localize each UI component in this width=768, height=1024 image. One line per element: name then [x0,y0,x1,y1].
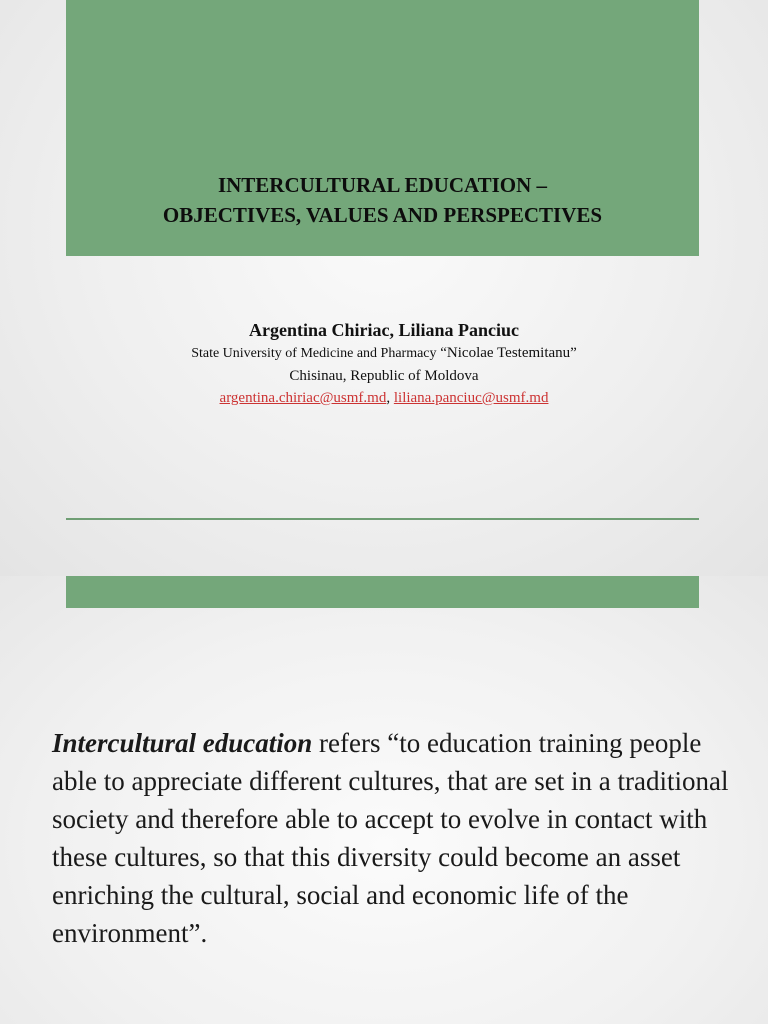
university-name: “Nicolae Testemitanu” [440,345,577,361]
location: Chisinau, Republic of Moldova [289,368,479,384]
author-block [0,318,768,409]
slide-title [66,170,699,230]
email-separator: , [386,390,394,406]
title-line-1: INTERCULTURAL EDUCATION – [217,173,548,197]
university: State University of Medicine and Pharmacy [191,346,437,361]
email-link-chiriac[interactable]: argentina.chiriac@usmf.md [219,390,387,406]
affiliation [0,342,768,365]
divider-line [66,518,699,520]
author-names: Argentina Chiriac, Liliana Panciuc [249,320,519,340]
definition-text: refers “to education training people able to appreciate different cultures, that are set in a traditional society and therefore able to accept to evolve in contact with these cultures, so that this diversity could become an asset enriching the cultural, social and economic life of the environment”. [52,728,729,948]
definition-term: Intercultural education [52,728,313,758]
title-line-2: OBJECTIVES, VALUES AND PERSPECTIVES [162,203,603,227]
email-link-panciuc[interactable]: liliana.panciuc@usmf.md [393,390,549,406]
definition-slide [0,576,768,1024]
header-band [66,576,699,608]
title-banner [66,0,699,256]
definition-paragraph [52,724,732,952]
email-line [0,387,768,409]
